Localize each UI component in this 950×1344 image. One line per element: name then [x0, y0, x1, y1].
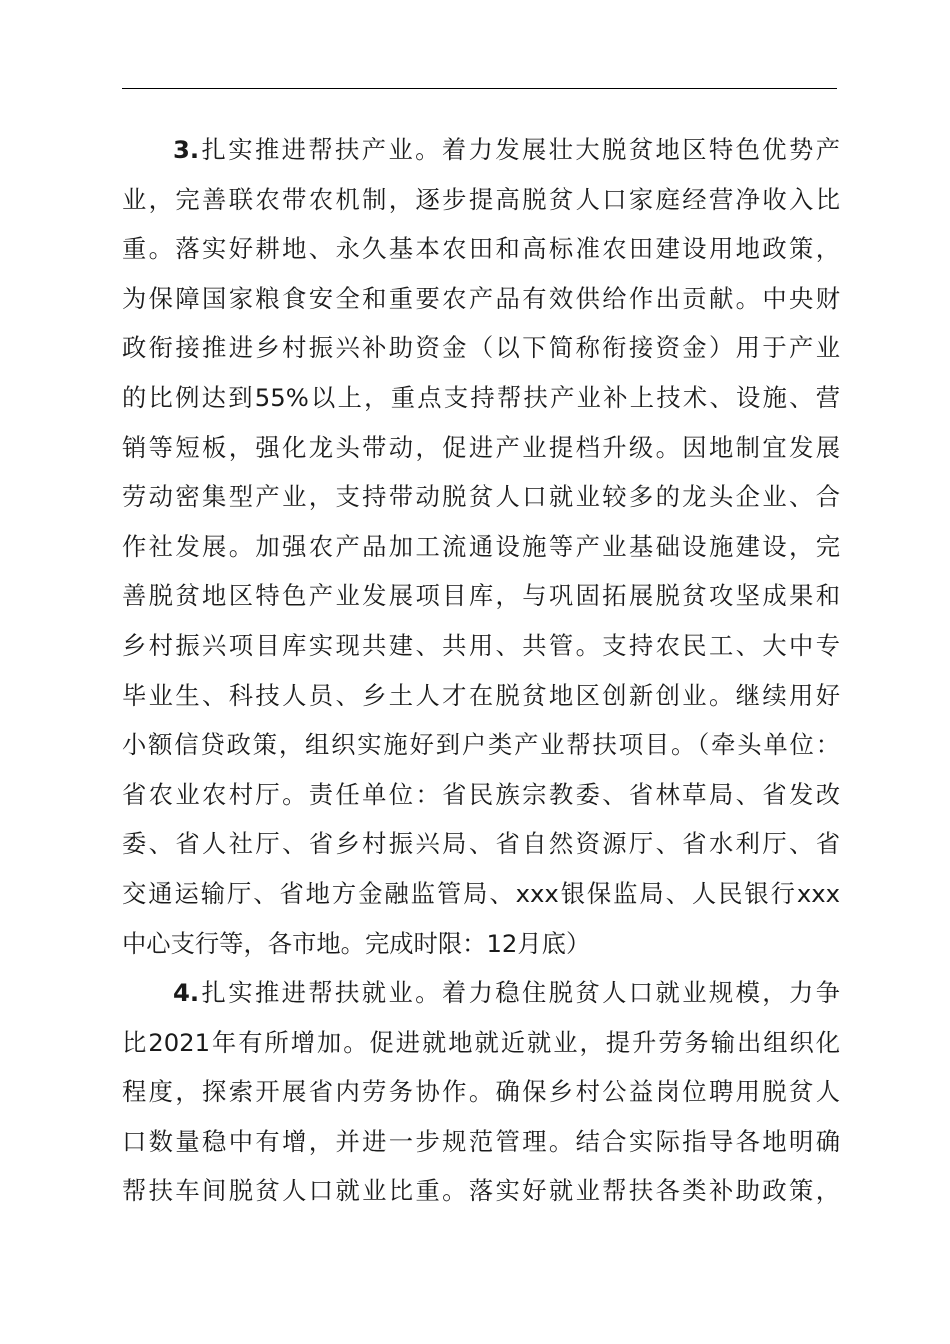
- paragraph-3: [122, 125, 840, 968]
- header-rule: [122, 88, 837, 89]
- paragraph-line: 业，完善联农带农机制，逐步提高脱贫人口家庭经营净收入比: [122, 184, 840, 214]
- paragraph-line: 程度，探索开展省内劳务协作。确保乡村公益岗位聘用脱贫人: [122, 1077, 840, 1107]
- line-text: 扎实推进帮扶产业。着力发展壮大脱贫地区特色优势产: [199, 135, 840, 164]
- paragraph-4: [122, 968, 840, 1216]
- paragraph-line: 比2021年有所增加。促进就地就近就业，提升劳务输出组织化: [122, 1027, 840, 1057]
- paragraph-line: 口数量稳中有增，并进一步规范管理。结合实际指导各地明确: [122, 1126, 840, 1156]
- line-text: 扎实推进帮扶就业。着力稳住脱贫人口就业规模，力争: [199, 978, 840, 1008]
- paragraph-line: 省农业农村厅。责任单位：省民族宗教委、省林草局、省发改: [122, 779, 840, 809]
- paragraph-line: 善脱贫地区特色产业发展项目库，与巩固拓展脱贫攻坚成果和: [122, 581, 840, 611]
- item-number: 4.: [173, 978, 200, 1008]
- paragraph-line: [122, 968, 840, 1018]
- paragraph-line: 重。落实好耕地、永久基本农田和高标准农田建设用地政策，: [122, 234, 840, 264]
- paragraph-line: 为保障国家粮食安全和重要农产品有效供给作出贡献。中央财: [122, 283, 840, 313]
- paragraph-line: 交通运输厅、省地方金融监管局、xxx银保监局、人民银行xxx: [122, 878, 840, 908]
- paragraph-line: 的比例达到55%以上，重点支持帮扶产业补上技术、设施、营: [122, 382, 840, 412]
- paragraph-line: 帮扶车间脱贫人口就业比重。落实好就业帮扶各类补助政策，: [122, 1176, 840, 1206]
- paragraph-line: 乡村振兴项目库实现共建、共用、共管。支持农民工、大中专: [122, 630, 840, 660]
- paragraph-line: 政衔接推进乡村振兴补助资金（以下简称衔接资金）用于产业: [122, 333, 840, 363]
- document-body: [122, 125, 840, 1216]
- paragraph-line: 作社发展。加强农产品加工流通设施等产业基础设施建设，完: [122, 531, 840, 561]
- paragraph-line: 销等短板，强化龙头带动，促进产业提档升级。因地制宜发展: [122, 432, 840, 462]
- paragraph-line: 劳动密集型产业，支持带动脱贫人口就业较多的龙头企业、合: [122, 482, 840, 512]
- paragraph-line: 中心支行等，各市地。完成时限：12月底）: [122, 928, 591, 958]
- paragraph-line: 小额信贷政策，组织实施好到户类产业帮扶项目。（牵头单位：: [122, 730, 840, 760]
- item-number: 3.: [173, 135, 200, 164]
- paragraph-line: 毕业生、科技人员、乡土人才在脱贫地区创新创业。继续用好: [122, 680, 840, 710]
- paragraph-line: [122, 125, 840, 175]
- paragraph-line: 委、省人社厅、省乡村振兴局、省自然资源厅、省水利厅、省: [122, 829, 840, 859]
